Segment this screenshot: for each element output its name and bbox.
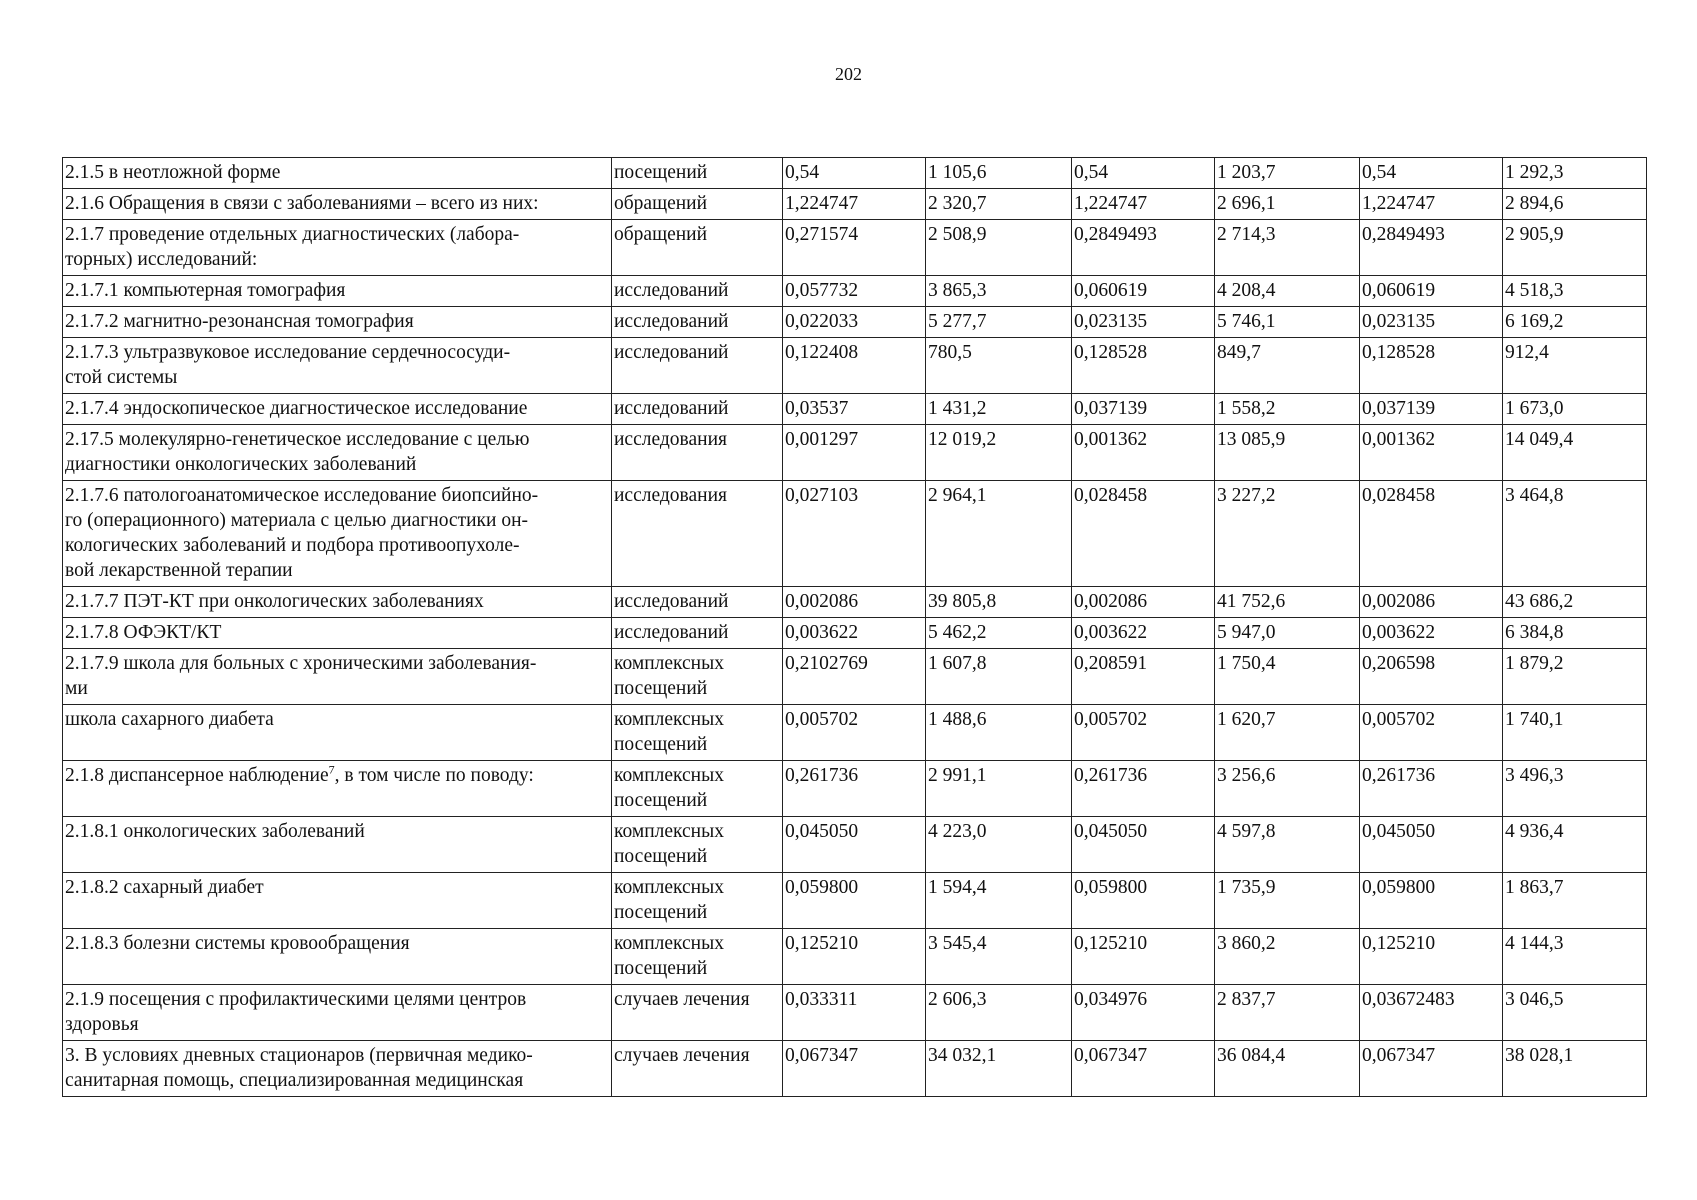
indicator-name-line <box>65 452 611 477</box>
cost-value-cell: 3 496,3 <box>1503 761 1647 817</box>
cost-value-cell: 41 752,6 <box>1215 587 1360 618</box>
unit-cell <box>612 817 783 873</box>
norm-value-cell: 0,067347 <box>1072 1041 1215 1097</box>
cost-value-cell: 1 292,3 <box>1503 158 1647 189</box>
unit-line: исследований <box>614 311 729 332</box>
indicator-name-line <box>65 707 611 732</box>
unit-line: посещений <box>614 902 708 923</box>
norm-value-cell: 0,023135 <box>1360 307 1503 338</box>
table-row <box>63 307 1647 338</box>
norm-value-cell: 0,208591 <box>1072 649 1215 705</box>
norm-value-cell: 0,271574 <box>783 220 926 276</box>
cost-value-cell: 4 518,3 <box>1503 276 1647 307</box>
unit-line: исследования <box>614 429 727 450</box>
indicator-name-text: здоровья <box>65 1014 139 1035</box>
cost-value-cell: 1 488,6 <box>926 705 1072 761</box>
indicator-name-cell <box>63 618 612 649</box>
table-row <box>63 394 1647 425</box>
unit-line: исследования <box>614 485 727 506</box>
norm-value-cell: 0,2849493 <box>1360 220 1503 276</box>
table-row <box>63 338 1647 394</box>
indicator-name-line <box>65 222 611 247</box>
norm-value-cell: 1,224747 <box>1360 189 1503 220</box>
norm-value-cell: 0,005702 <box>783 705 926 761</box>
cost-value-cell: 1 431,2 <box>926 394 1072 425</box>
indicator-name-line <box>65 508 611 533</box>
indicator-name-cell <box>63 394 612 425</box>
cost-value-cell: 1 620,7 <box>1215 705 1360 761</box>
table-row <box>63 618 1647 649</box>
indicator-name-cell <box>63 761 612 817</box>
norm-value-cell: 0,206598 <box>1360 649 1503 705</box>
cost-value-cell: 3 545,4 <box>926 929 1072 985</box>
indicator-name-text: 2.1.5 в неотложной форме <box>65 162 281 183</box>
indicator-name-cell <box>63 338 612 394</box>
indicator-name-line <box>65 589 611 614</box>
cost-value-cell: 2 837,7 <box>1215 985 1360 1041</box>
cost-value-cell: 5 462,2 <box>926 618 1072 649</box>
norm-value-cell: 0,005702 <box>1072 705 1215 761</box>
cost-value-cell: 14 049,4 <box>1503 425 1647 481</box>
unit-line: посещений <box>614 790 708 811</box>
cost-value-cell: 2 714,3 <box>1215 220 1360 276</box>
norm-value-cell: 0,125210 <box>1360 929 1503 985</box>
indicator-name-line <box>65 340 611 365</box>
norm-value-cell: 0,059800 <box>1072 873 1215 929</box>
cost-value-cell: 1 105,6 <box>926 158 1072 189</box>
indicator-name-text: 2.1.7.1 компьютерная томография <box>65 280 346 301</box>
indicator-name-text: стой системы <box>65 367 178 388</box>
norm-value-cell: 0,067347 <box>1360 1041 1503 1097</box>
cost-value-cell: 2 905,9 <box>1503 220 1647 276</box>
cost-value-cell: 2 320,7 <box>926 189 1072 220</box>
cost-value-cell: 2 508,9 <box>926 220 1072 276</box>
indicator-name-text: 2.1.7.6 патологоанатомическое исследование биопсийно- <box>65 485 539 506</box>
standards-table <box>62 157 1647 1097</box>
indicator-name-line <box>65 558 611 583</box>
cost-value-cell: 3 227,2 <box>1215 481 1360 587</box>
indicator-name-cell <box>63 189 612 220</box>
cost-value-cell: 12 019,2 <box>926 425 1072 481</box>
indicator-name-line <box>65 987 611 1012</box>
indicator-name-line <box>65 191 611 216</box>
norm-value-cell: 0,057732 <box>783 276 926 307</box>
norm-value-cell: 0,067347 <box>783 1041 926 1097</box>
table-row <box>63 276 1647 307</box>
indicator-name-text: 2.1.7.3 ультразвуковое исследование сердечнососуди- <box>65 342 511 363</box>
indicator-name-cell <box>63 705 612 761</box>
indicator-name-text: 2.1.8.3 болезни системы кровообращения <box>65 933 410 954</box>
cost-value-cell: 5 947,0 <box>1215 618 1360 649</box>
cost-value-cell: 3 860,2 <box>1215 929 1360 985</box>
unit-line: комплексных <box>614 653 724 674</box>
cost-value-cell: 2 964,1 <box>926 481 1072 587</box>
indicator-name-line <box>65 278 611 303</box>
cost-value-cell: 1 735,9 <box>1215 873 1360 929</box>
indicator-name-text: 2.1.8.2 сахарный диабет <box>65 877 264 898</box>
norm-value-cell: 0,059800 <box>1360 873 1503 929</box>
cost-value-cell: 1 740,1 <box>1503 705 1647 761</box>
indicator-name-line <box>65 160 611 185</box>
indicator-name-tail: , в том числе по поводу: <box>334 765 534 786</box>
cost-value-cell: 4 144,3 <box>1503 929 1647 985</box>
unit-line: комплексных <box>614 933 724 954</box>
indicator-name-line <box>65 1068 611 1093</box>
unit-cell <box>612 761 783 817</box>
table-row <box>63 705 1647 761</box>
indicator-name-line <box>65 1043 611 1068</box>
norm-value-cell: 0,037139 <box>1072 394 1215 425</box>
table-row <box>63 189 1647 220</box>
table-row <box>63 817 1647 873</box>
indicator-name-cell <box>63 481 612 587</box>
unit-line: комплексных <box>614 765 724 786</box>
cost-value-cell: 780,5 <box>926 338 1072 394</box>
table-row <box>63 649 1647 705</box>
norm-value-cell: 0,059800 <box>783 873 926 929</box>
unit-line: исследований <box>614 398 729 419</box>
cost-value-cell: 6 169,2 <box>1503 307 1647 338</box>
norm-value-cell: 0,005702 <box>1360 705 1503 761</box>
norm-value-cell: 0,54 <box>783 158 926 189</box>
indicator-name-text: 2.1.7 проведение отдельных диагностических (лабора- <box>65 224 520 245</box>
table-row <box>63 929 1647 985</box>
cost-value-cell: 849,7 <box>1215 338 1360 394</box>
norm-value-cell: 0,03672483 <box>1360 985 1503 1041</box>
unit-cell <box>612 705 783 761</box>
unit-line: посещений <box>614 678 708 699</box>
unit-line: комплексных <box>614 877 724 898</box>
cost-value-cell: 5 746,1 <box>1215 307 1360 338</box>
unit-cell <box>612 1041 783 1097</box>
indicator-name-text: ми <box>65 678 88 699</box>
indicator-name-cell <box>63 817 612 873</box>
indicator-name-line <box>65 819 611 844</box>
unit-cell <box>612 985 783 1041</box>
indicator-name-text: кологических заболеваний и подбора противоопухоле- <box>65 535 520 556</box>
indicator-name-line <box>65 247 611 272</box>
norm-value-cell: 0,028458 <box>1072 481 1215 587</box>
unit-cell <box>612 618 783 649</box>
unit-cell <box>612 276 783 307</box>
indicator-name-cell <box>63 649 612 705</box>
norm-value-cell: 0,261736 <box>1072 761 1215 817</box>
cost-value-cell: 1 863,7 <box>1503 873 1647 929</box>
norm-value-cell: 0,001362 <box>1360 425 1503 481</box>
norm-value-cell: 0,001362 <box>1072 425 1215 481</box>
cost-value-cell: 4 223,0 <box>926 817 1072 873</box>
norm-value-cell: 0,128528 <box>1072 338 1215 394</box>
cost-value-cell: 1 607,8 <box>926 649 1072 705</box>
cost-value-cell: 2 606,3 <box>926 985 1072 1041</box>
unit-line: комплексных <box>614 821 724 842</box>
unit-line: исследований <box>614 591 729 612</box>
unit-cell <box>612 481 783 587</box>
table-row <box>63 761 1647 817</box>
cost-value-cell: 912,4 <box>1503 338 1647 394</box>
norm-value-cell: 0,003622 <box>783 618 926 649</box>
cost-value-cell: 6 384,8 <box>1503 618 1647 649</box>
unit-line: случаев лечения <box>614 1045 750 1066</box>
unit-cell <box>612 425 783 481</box>
indicator-name-line <box>65 763 611 788</box>
unit-line: случаев лечения <box>614 989 750 1010</box>
indicator-name-cell <box>63 985 612 1041</box>
cost-value-cell: 5 277,7 <box>926 307 1072 338</box>
unit-line: исследований <box>614 280 729 301</box>
norm-value-cell: 0,033311 <box>783 985 926 1041</box>
norm-value-cell: 0,028458 <box>1360 481 1503 587</box>
cost-value-cell: 38 028,1 <box>1503 1041 1647 1097</box>
norm-value-cell: 0,03537 <box>783 394 926 425</box>
cost-value-cell: 3 865,3 <box>926 276 1072 307</box>
unit-line: посещений <box>614 958 708 979</box>
indicator-name-text: санитарная помощь, специализированная медицинская <box>65 1070 524 1091</box>
indicator-name-text: 2.1.7.7 ПЭТ-КТ при онкологических заболеваниях <box>65 591 484 612</box>
unit-cell <box>612 220 783 276</box>
table-body <box>63 158 1647 1097</box>
indicator-name-line <box>65 651 611 676</box>
norm-value-cell: 0,022033 <box>783 307 926 338</box>
indicator-name-text: школа сахарного диабета <box>65 709 274 730</box>
norm-value-cell: 0,261736 <box>783 761 926 817</box>
unit-cell <box>612 338 783 394</box>
norm-value-cell: 0,2102769 <box>783 649 926 705</box>
indicator-name-line <box>65 676 611 701</box>
indicator-name-cell <box>63 929 612 985</box>
norm-value-cell: 0,045050 <box>1072 817 1215 873</box>
norm-value-cell: 0,003622 <box>1072 618 1215 649</box>
unit-cell <box>612 189 783 220</box>
indicator-name-line <box>65 875 611 900</box>
footnote-ref: 7 <box>328 762 335 777</box>
norm-value-cell: 1,224747 <box>1072 189 1215 220</box>
norm-value-cell: 0,023135 <box>1072 307 1215 338</box>
page-number: 202 <box>835 64 862 84</box>
indicator-name-text: диагностики онкологических заболеваний <box>65 454 417 475</box>
norm-value-cell: 0,037139 <box>1360 394 1503 425</box>
cost-value-cell: 36 084,4 <box>1215 1041 1360 1097</box>
unit-line: комплексных <box>614 709 724 730</box>
table-row <box>63 873 1647 929</box>
table-row <box>63 425 1647 481</box>
norm-value-cell: 0,54 <box>1360 158 1503 189</box>
cost-value-cell: 34 032,1 <box>926 1041 1072 1097</box>
table-row <box>63 985 1647 1041</box>
norm-value-cell: 0,003622 <box>1360 618 1503 649</box>
indicator-name-text: 2.1.6 Обращения в связи с заболеваниями – всего из них: <box>65 193 539 214</box>
norm-value-cell: 0,027103 <box>783 481 926 587</box>
indicator-name-cell <box>63 220 612 276</box>
indicator-name-line <box>65 309 611 334</box>
indicator-name-text: 2.1.9 посещения с профилактическими целями центров <box>65 989 527 1010</box>
norm-value-cell: 0,002086 <box>1072 587 1215 618</box>
cost-value-cell: 3 046,5 <box>1503 985 1647 1041</box>
cost-value-cell: 4 208,4 <box>1215 276 1360 307</box>
indicator-name-cell <box>63 158 612 189</box>
indicator-name-line <box>65 533 611 558</box>
cost-value-cell: 13 085,9 <box>1215 425 1360 481</box>
indicator-name-line <box>65 931 611 956</box>
cost-value-cell: 4 936,4 <box>1503 817 1647 873</box>
indicator-name-line <box>65 365 611 390</box>
indicator-name-text: 2.1.7.4 эндоскопическое диагностическое исследование <box>65 398 528 419</box>
indicator-name-text: вой лекарственной терапии <box>65 560 293 581</box>
unit-cell <box>612 587 783 618</box>
table-row <box>63 587 1647 618</box>
unit-cell <box>612 649 783 705</box>
norm-value-cell: 0,54 <box>1072 158 1215 189</box>
indicator-name-text: 2.1.7.8 ОФЭКТ/КТ <box>65 622 222 643</box>
norm-value-cell: 0,122408 <box>783 338 926 394</box>
unit-line: исследований <box>614 342 729 363</box>
norm-value-cell: 0,060619 <box>1072 276 1215 307</box>
table-row <box>63 220 1647 276</box>
table-row <box>63 1041 1647 1097</box>
norm-value-cell: 0,125210 <box>783 929 926 985</box>
table-row <box>63 158 1647 189</box>
norm-value-cell: 0,128528 <box>1360 338 1503 394</box>
cost-value-cell: 3 256,6 <box>1215 761 1360 817</box>
norm-value-cell: 0,2849493 <box>1072 220 1215 276</box>
indicator-name-cell <box>63 587 612 618</box>
cost-value-cell: 3 464,8 <box>1503 481 1647 587</box>
unit-line: исследований <box>614 622 729 643</box>
norm-value-cell: 0,261736 <box>1360 761 1503 817</box>
cost-value-cell: 1 594,4 <box>926 873 1072 929</box>
indicator-name-text: 2.1.8.1 онкологических заболеваний <box>65 821 365 842</box>
norm-value-cell: 0,045050 <box>783 817 926 873</box>
unit-cell <box>612 394 783 425</box>
cost-value-cell: 4 597,8 <box>1215 817 1360 873</box>
norm-value-cell: 0,125210 <box>1072 929 1215 985</box>
cost-value-cell: 1 673,0 <box>1503 394 1647 425</box>
indicator-name-line <box>65 483 611 508</box>
indicator-name-text: 2.1.7.2 магнитно-резонансная томография <box>65 311 414 332</box>
indicator-name-cell <box>63 307 612 338</box>
indicator-name-text: 2.17.5 молекулярно-генетическое исследование с целью <box>65 429 530 450</box>
table-row <box>63 481 1647 587</box>
cost-value-cell: 1 879,2 <box>1503 649 1647 705</box>
indicator-name-text: го (операционного) материала с целью диагностики он- <box>65 510 529 531</box>
cost-value-cell: 2 894,6 <box>1503 189 1647 220</box>
norm-value-cell: 0,060619 <box>1360 276 1503 307</box>
indicator-name-line <box>65 396 611 421</box>
unit-line: обращений <box>614 224 708 245</box>
unit-cell <box>612 929 783 985</box>
unit-cell <box>612 873 783 929</box>
indicator-name-cell <box>63 276 612 307</box>
norm-value-cell: 1,224747 <box>783 189 926 220</box>
indicator-name-cell <box>63 425 612 481</box>
cost-value-cell: 2 696,1 <box>1215 189 1360 220</box>
norm-value-cell: 0,045050 <box>1360 817 1503 873</box>
indicator-name-text: торных) исследований: <box>65 249 258 270</box>
indicator-name-cell <box>63 1041 612 1097</box>
norm-value-cell: 0,002086 <box>783 587 926 618</box>
indicator-name-text: 3. В условиях дневных стационаров (первичная медико- <box>65 1045 533 1066</box>
cost-value-cell: 2 991,1 <box>926 761 1072 817</box>
unit-line: обращений <box>614 193 708 214</box>
indicator-name-text: 2.1.7.9 школа для больных с хроническими заболевания- <box>65 653 537 674</box>
norm-value-cell: 0,034976 <box>1072 985 1215 1041</box>
norm-value-cell: 0,002086 <box>1360 587 1503 618</box>
indicator-name-line <box>65 1012 611 1037</box>
cost-value-cell: 43 686,2 <box>1503 587 1647 618</box>
indicator-name-line <box>65 620 611 645</box>
unit-line: посещений <box>614 846 708 867</box>
unit-line: посещений <box>614 734 708 755</box>
indicator-name-text: 2.1.8 диспансерное наблюдение <box>65 765 329 786</box>
unit-cell <box>612 307 783 338</box>
unit-cell <box>612 158 783 189</box>
norm-value-cell: 0,001297 <box>783 425 926 481</box>
indicator-name-line <box>65 427 611 452</box>
cost-value-cell: 39 805,8 <box>926 587 1072 618</box>
cost-value-cell: 1 750,4 <box>1215 649 1360 705</box>
indicator-name-cell <box>63 873 612 929</box>
cost-value-cell: 1 203,7 <box>1215 158 1360 189</box>
unit-line: посещений <box>614 162 708 183</box>
cost-value-cell: 1 558,2 <box>1215 394 1360 425</box>
